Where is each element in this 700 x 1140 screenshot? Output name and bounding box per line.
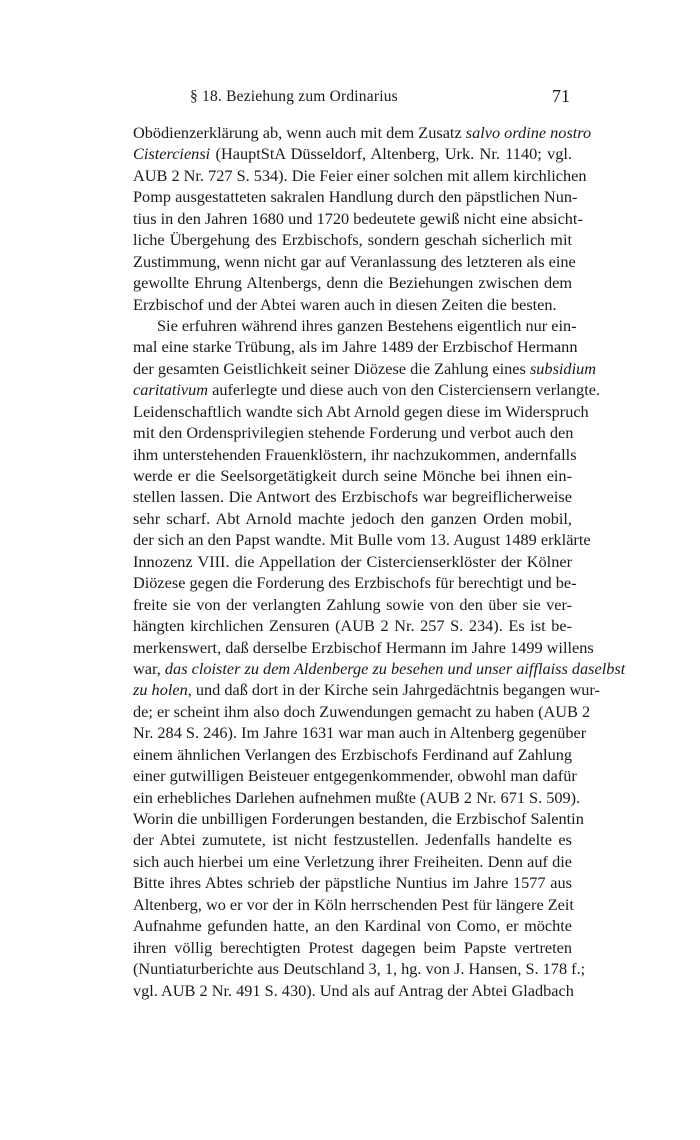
text-line: [133, 765, 577, 786]
text-run: der Abtei zumutete, ist nicht festzustellen. Jedenfalls handelte es: [133, 830, 572, 850]
text-run: Innozenz VIII. die Appellation der Cistercienserklöster der Kölner: [133, 551, 572, 571]
text-line: [133, 872, 572, 893]
text-run: sich auch hierbei um eine Verletzung ihrer Freiheiten. Denn auf die: [133, 851, 572, 871]
text-run: sehr scharf. Abt Arnold machte jedoch den ganzen Orden mobil,: [133, 508, 572, 528]
text-line: [133, 658, 626, 679]
text-line: [133, 679, 600, 700]
text-run: Altenberg, wo er vor der in Köln herrschenden Pest für längere Zeit: [133, 894, 574, 914]
text-run: hängten kirchlichen Zensuren (AUB 2 Nr. 257 S. 234). Es ist be-: [133, 616, 572, 636]
text-run: gewollte Ehrung Altenbergs, denn die Beziehungen zwischen dem: [133, 273, 572, 293]
italic-run: salvo ordine nostro: [465, 123, 592, 142]
text-run: AUB 2 Nr. 727 S. 534). Die Feier einer solchen mit allem kirchlichen: [133, 165, 587, 185]
text-line: [133, 208, 583, 229]
text-line: [133, 637, 594, 658]
text-run: mit den Ordensprivilegien stehende Forderung und verbot auch den: [133, 423, 574, 443]
text-run: Diözese gegen die Forderung des Erzbischofs für berechtigt und be-: [133, 573, 577, 593]
italic-run: subsidium: [529, 358, 596, 378]
text-line: [133, 294, 572, 315]
text-run: freite sie von der verlangten Zahlung sowie von den über sie ver-: [133, 594, 572, 614]
text-line: [133, 808, 584, 829]
text-line: [133, 122, 592, 143]
text-line: [133, 529, 591, 550]
text-run: Nr. 284 S. 246). Im Jahre 1631 war man auch in Altenberg gegenüber: [133, 723, 587, 743]
text-run: werde er die Seelsorgetätigkeit durch seine Mönche bei ihnen ein-: [133, 466, 572, 485]
italic-run: das cloister zu dem Aldenberge zu besehen und unser aifflaiss daselbst: [164, 658, 626, 678]
text-run: mal eine starke Trübung, als im Jahre 1489 der Erzbischof Hermann: [133, 337, 578, 357]
text-run: Sie erfuhren während ihres ganzen Bestehens eigentlich nur ein-: [157, 315, 577, 335]
text-line: [133, 422, 572, 443]
text-run: Bitte ihres Abtes schrieb der päpstliche Nuntius im Jahre 1577 aus: [133, 873, 572, 893]
running-head: § 18. Beziehung zum Ordinarius: [190, 88, 398, 105]
page-header: [140, 84, 570, 110]
text-run: Leidenschaftlich wandte sich Abt Arnold gegen diese im Widerspruch: [133, 401, 589, 421]
text-run: war,: [133, 658, 165, 678]
body-text: [133, 122, 626, 1001]
text-line: [133, 915, 572, 936]
italic-run: caritativum: [133, 380, 209, 400]
text-line: [133, 315, 577, 336]
text-line: [133, 358, 596, 379]
text-run: merkenswert, daß derselbe Erzbischof Hermann im Jahre 1499 willens: [133, 637, 594, 657]
text-run: ein erhebliches Darlehen aufnehmen mußte (AUB 2 Nr. 671 S. 509).: [133, 787, 581, 807]
text-line: [133, 594, 572, 615]
text-run: Pomp ausgestatteten sakralen Handlung durch den päpstlichen Nun-: [133, 187, 578, 207]
text-line: [133, 272, 572, 293]
text-run: ihren völlig berechtigten Protest dagegen beim Papste vertreten: [133, 937, 572, 957]
text-line: [133, 143, 572, 164]
text-run: Zustimmung, wenn nicht gar auf Veranlassung des letzteren als eine: [133, 251, 576, 271]
italic-run: Cisterciensi: [133, 144, 211, 164]
text-line: [133, 958, 586, 979]
text-line: [133, 379, 601, 400]
text-line: [133, 787, 581, 808]
text-run: liche Übergehung des Erzbischofs, sondern geschah sicherlich mit: [133, 230, 572, 250]
text-line: [133, 572, 577, 593]
text-run: Obödienzerklärung ab, wenn auch mit dem Zusatz: [133, 123, 466, 142]
text-line: [133, 165, 587, 186]
italic-run: zu holen: [133, 680, 188, 700]
page-number: 71: [552, 86, 570, 106]
text-run: der sich an den Papst wandte. Mit Bulle vom 13. August 1489 erklärte: [133, 530, 591, 550]
text-run: de; er scheint ihm also doch Zuwendungen gemacht zu haben (AUB 2: [133, 701, 591, 721]
text-line: [133, 980, 572, 1001]
text-run: tius in den Jahren 1680 und 1720 bedeutete gewiß nicht eine absicht-: [133, 208, 583, 228]
text-run: stellen lassen. Die Antwort des Erzbischofs war begreiflicherweise: [133, 487, 572, 507]
text-run: Aufnahme gefunden hatte, an den Kardinal von Como, er möchte: [133, 916, 572, 936]
text-line: [133, 744, 572, 765]
text-line: [133, 851, 572, 872]
text-line: [133, 336, 578, 357]
text-line: [133, 551, 572, 572]
text-line: [133, 444, 577, 465]
text-line: [133, 229, 572, 250]
text-line: [133, 465, 572, 486]
text-run: einem ähnlichen Verlangen des Erzbischofs Ferdinand auf Zahlung: [133, 744, 572, 764]
text-line: [133, 186, 578, 207]
text-run: ihm unterstehenden Frauenklöstern, ihr nachzukommen, andernfalls: [133, 444, 577, 464]
text-run: (Nuntiaturberichte aus Deutschland 3, 1, hg. von J. Hansen, S. 178 f.;: [133, 959, 586, 979]
text-line: [133, 508, 572, 529]
text-run: , und daß dort in der Kirche sein Jahrgedächtnis begangen wur-: [187, 680, 600, 700]
text-run: auferlegte und diese auch von den Cisterciensern verlangte.: [208, 380, 601, 400]
text-line: [133, 615, 572, 636]
text-line: [133, 486, 572, 507]
text-line: [133, 829, 572, 850]
text-run: Worin die unbilligen Forderungen bestanden, die Erzbischof Salentin: [133, 809, 584, 828]
text-line: [133, 701, 591, 722]
text-run: Erzbischof und der Abtei waren auch in diesen Zeiten die besten.: [133, 294, 557, 314]
text-line: [133, 722, 587, 743]
text-line: [133, 894, 572, 915]
text-run: der gesamten Geistlichkeit seiner Diözese die Zahlung eines: [133, 358, 530, 378]
text-run: vgl. AUB 2 Nr. 491 S. 430). Und als auf Antrag der Abtei Gladbach: [133, 980, 574, 1000]
text-run: (HauptStA Düsseldorf, Altenberg, Urk. Nr. 1140; vgl.: [210, 144, 572, 164]
text-line: [133, 937, 572, 958]
text-line: [133, 251, 576, 272]
text-run: einer gutwilligen Beisteuer entgegenkommender, obwohl man dafür: [133, 766, 577, 786]
text-line: [133, 401, 589, 422]
